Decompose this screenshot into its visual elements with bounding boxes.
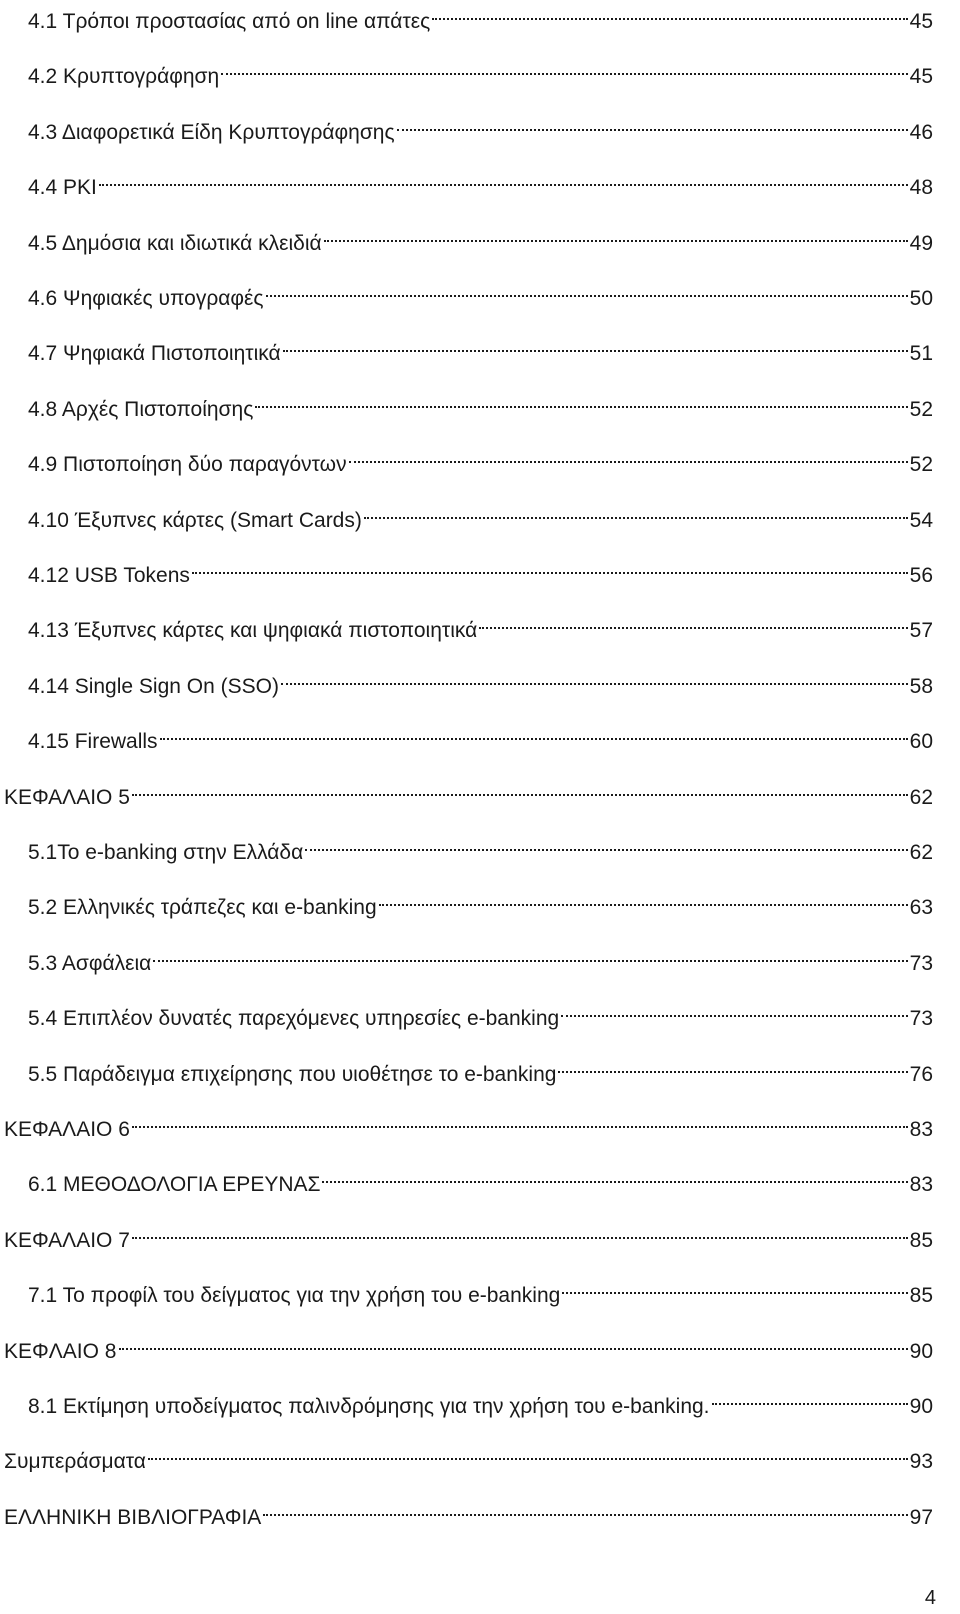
toc-entry-title: 5.2 Ελληνικές τράπεζες και e-banking <box>28 896 377 920</box>
toc-entry-title: Συμπεράσματα <box>4 1450 146 1474</box>
toc-entry[interactable] <box>0 1492 960 1529</box>
toc-entry-title: 4.1 Τρόποι προστασίας από on line απάτες <box>28 10 431 33</box>
dot-leader <box>119 1326 908 1358</box>
toc-entry-page: 52 <box>909 453 933 477</box>
toc-entry-page: 83 <box>909 1173 933 1197</box>
toc-entry-page: 90 <box>909 1339 933 1363</box>
toc-entry[interactable] <box>0 772 960 809</box>
dot-leader <box>281 661 908 693</box>
dot-leader <box>397 107 908 139</box>
toc-entry-page: 48 <box>909 176 933 200</box>
toc-entry[interactable] <box>0 1381 960 1418</box>
toc-entry-title: 5.3 Ασφάλεια <box>28 951 152 975</box>
toc-entry-title: 4.14 Single Sign On (SSO) <box>28 674 279 698</box>
toc-entry-page: 97 <box>909 1505 933 1529</box>
toc-entry-page: 73 <box>909 951 933 975</box>
toc-entry[interactable] <box>0 0 960 33</box>
toc-entry-page: 60 <box>909 730 933 754</box>
dot-leader <box>132 1215 908 1247</box>
toc-entry[interactable] <box>0 605 960 643</box>
toc-entry-page: 52 <box>909 397 933 421</box>
toc-entry-page: 46 <box>909 120 933 144</box>
toc-entry[interactable] <box>0 1436 960 1474</box>
toc-entry[interactable] <box>0 1326 960 1363</box>
dot-leader <box>255 384 907 416</box>
toc-entry-page: 45 <box>909 10 933 33</box>
toc-entry-title: 4.2 Κρυπτογράφηση <box>28 65 220 89</box>
dot-leader <box>266 273 908 305</box>
dot-leader <box>148 1436 908 1468</box>
toc-entry[interactable] <box>0 1215 960 1252</box>
toc-entry-page: 56 <box>909 564 933 587</box>
toc-entry-page: 85 <box>909 1228 933 1252</box>
dot-leader <box>558 1049 907 1081</box>
toc-entry-title: 4.13 Έξυπνες κάρτες και ψηφιακά πιστοποιητικά <box>28 619 478 643</box>
dot-leader <box>379 882 908 914</box>
dot-leader <box>160 716 908 748</box>
toc-entry-title: 4.10 Έξυπνες κάρτες (Smart Cards) <box>28 508 362 532</box>
toc-entry-page: 83 <box>909 1118 933 1141</box>
toc-entry[interactable] <box>0 439 960 477</box>
dot-leader <box>283 328 908 360</box>
toc-entry[interactable] <box>0 716 960 754</box>
toc-entry-title: 8.1 Εκτίμηση υποδείγματος παλινδρόμησης για την χρήση του e-banking. <box>28 1395 710 1418</box>
dot-leader <box>479 605 907 637</box>
toc-entry[interactable] <box>0 827 960 864</box>
toc-entry-title: 7.1 Το προφίλ του δείγματος για την χρήση του e-banking <box>28 1284 561 1308</box>
dot-leader <box>322 1159 907 1191</box>
dot-leader <box>132 1104 908 1136</box>
toc-entry-title: ΚΕΦΛΑΙΟ 8 <box>4 1339 117 1363</box>
toc-entry-title: 5.1Το e-banking στην Ελλάδα <box>28 841 304 864</box>
toc-entry[interactable] <box>0 328 960 366</box>
toc-entry-title: 5.4 Επιπλέον δυνατές παρεχόμενες υπηρεσίες e-banking <box>28 1007 560 1031</box>
toc-entry[interactable] <box>0 550 960 587</box>
toc-entry-page: 90 <box>909 1395 933 1418</box>
toc-entry[interactable] <box>0 938 960 975</box>
toc-entry[interactable] <box>0 1104 960 1141</box>
dot-leader <box>305 827 907 859</box>
dot-leader <box>349 439 908 471</box>
dot-leader <box>153 938 907 970</box>
toc-entry[interactable] <box>0 495 960 532</box>
toc-entry-title: 4.3 Διαφορετικά Είδη Κρυπτογράφησης <box>28 120 395 144</box>
dot-leader <box>712 1381 908 1413</box>
dot-leader <box>561 993 907 1025</box>
toc-entry[interactable] <box>0 273 960 310</box>
toc-entry-title: 4.12 USB Tokens <box>28 564 190 587</box>
page-number: 4 <box>924 1587 936 1609</box>
toc-entry[interactable] <box>0 1270 960 1308</box>
dot-leader <box>263 1492 907 1524</box>
toc-entry[interactable] <box>0 384 960 421</box>
toc-entry-page: 62 <box>909 841 933 864</box>
toc-entry[interactable] <box>0 1159 960 1197</box>
dot-leader <box>192 550 908 582</box>
dot-leader <box>562 1270 907 1302</box>
toc-entry-page: 49 <box>909 231 933 255</box>
toc-entry-page: 58 <box>909 674 933 698</box>
toc-entry-title: 4.6 Ψηφιακές υπογραφές <box>28 287 264 310</box>
toc-entry-page: 51 <box>909 342 933 366</box>
toc-entry-title: 4.15 Firewalls <box>28 730 158 754</box>
toc-entry-title: 4.5 Δημόσια και ιδιωτικά κλειδιά <box>28 231 322 255</box>
toc-entry[interactable] <box>0 51 960 89</box>
toc-entry-title: 4.4 PKI <box>28 176 97 200</box>
toc-entry[interactable] <box>0 1049 960 1086</box>
toc-entry-page: 57 <box>909 619 933 643</box>
toc-entry-page: 85 <box>909 1284 933 1308</box>
toc-entry-page: 63 <box>909 896 933 920</box>
toc-entry-page: 54 <box>909 508 933 532</box>
dot-leader <box>221 51 907 83</box>
toc-entry-page: 73 <box>909 1007 933 1031</box>
toc-entry-page: 50 <box>909 287 933 310</box>
toc-entry[interactable] <box>0 993 960 1031</box>
toc-entry-page: 76 <box>909 1062 933 1086</box>
toc-entry[interactable] <box>0 162 960 200</box>
toc-entry-title: ΚΕΦΑΛΑΙΟ 5 <box>4 785 130 809</box>
toc-entry-page: 93 <box>909 1450 933 1474</box>
toc-entry-title: 6.1 ΜΕΘΟΔΟΛΟΓΙΑ ΕΡΕΥΝΑΣ <box>28 1173 321 1197</box>
toc-entry[interactable] <box>0 661 960 698</box>
toc-entry-title: 4.7 Ψηφιακά Πιστοποιητικά <box>28 342 281 366</box>
toc-entry-title: ΚΕΦΑΛΑΙΟ 7 <box>4 1228 130 1252</box>
toc-entry[interactable] <box>0 218 960 255</box>
toc-entry[interactable] <box>0 882 960 920</box>
dot-leader <box>99 162 908 194</box>
dot-leader <box>364 495 908 527</box>
dot-leader <box>432 0 907 28</box>
toc-entry-title: 5.5 Παράδειγμα επιχείρησης που υιοθέτησε το e-banking <box>28 1062 557 1086</box>
dot-leader <box>324 218 908 250</box>
dot-leader <box>132 772 908 804</box>
toc-entry[interactable] <box>0 107 960 144</box>
toc-entry-title: 4.8 Αρχές Πιστοποίησης <box>28 397 254 421</box>
toc-entry-title: 4.9 Πιστοποίηση δύο παραγόντων <box>28 453 347 477</box>
toc-entry-title: ΚΕΦΑΛΑΙΟ 6 <box>4 1118 130 1141</box>
toc-entry-page: 45 <box>909 65 933 89</box>
toc-entry-page: 62 <box>909 785 933 809</box>
toc-entry-title: ΕΛΛΗΝΙΚΗ ΒΙΒΛΙΟΓΡΑΦΙΑ <box>4 1505 262 1529</box>
